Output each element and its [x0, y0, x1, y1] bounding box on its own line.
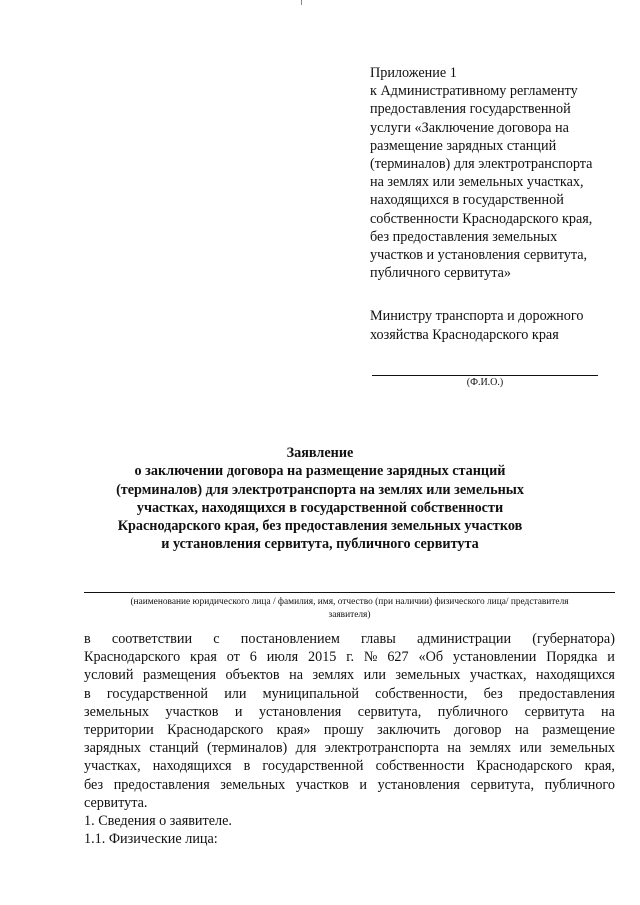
paragraph-word: станций	[149, 740, 199, 757]
appendix-line: (терминалов) для электротранспорта	[370, 156, 593, 173]
scan-mark	[301, 0, 302, 5]
paragraph-word: для	[295, 740, 317, 757]
paragraph-word: государственной	[106, 685, 209, 702]
appendix-line: на землях или земельных участках,	[370, 174, 584, 191]
paragraph-word: без	[483, 685, 503, 702]
paragraph-word: собственности,	[375, 685, 468, 702]
paragraph-word: постановлением	[240, 631, 340, 647]
paragraph-word: находящихся	[152, 758, 232, 775]
appendix-line: находящихся в государственной	[370, 192, 564, 209]
paragraph-word: договор	[453, 722, 502, 739]
paragraph-word: собственности	[375, 758, 465, 775]
paragraph-line	[84, 630, 615, 648]
document-title	[90, 444, 550, 554]
justified-paragraph	[84, 630, 615, 794]
paragraph-word: муниципальной	[262, 685, 359, 702]
paragraph-word: Порядка	[546, 649, 598, 666]
paragraph-word: №	[363, 649, 378, 666]
title-line: участках, находящихся в государственной собственности	[136, 499, 504, 516]
paragraph-word: сервитута	[524, 703, 585, 720]
paragraph-word: предоставления	[113, 776, 210, 793]
paragraph-word: (терминалов)	[206, 740, 288, 757]
paragraph-word: и	[607, 649, 615, 666]
paragraph-word: участков	[165, 703, 219, 720]
paragraph-word: или	[519, 740, 542, 757]
paragraph-word: земельных	[84, 703, 149, 720]
paragraph-word: в	[243, 758, 251, 775]
paragraph-word: зарядных	[84, 740, 141, 757]
appendix-line: предоставления государственной	[370, 101, 571, 118]
paragraph-word: участках,	[469, 667, 527, 684]
paragraph-line	[84, 739, 615, 757]
paragraph-line	[84, 685, 615, 703]
paragraph-word: заключить	[377, 722, 441, 739]
appendix-line: размещение зарядных станций	[370, 137, 557, 154]
paragraph-word: края»	[276, 722, 311, 739]
addressee-block	[370, 307, 620, 344]
paragraph-word: без	[84, 776, 104, 793]
paragraph-word: установления	[258, 703, 342, 720]
paragraph-word: и	[234, 703, 243, 720]
title-line: (терминалов) для электротранспорта на землях или земельных	[116, 481, 524, 498]
applicant-caption	[84, 596, 615, 621]
paragraph-word: сервитута,	[470, 776, 534, 793]
paragraph-last-line: сервитута.	[84, 794, 148, 811]
paragraph-word: условий	[84, 667, 134, 684]
paragraph-word: участках,	[84, 758, 141, 775]
paragraph-word: земельных	[220, 776, 286, 793]
paragraph-word: с	[213, 631, 220, 647]
paragraph-word: объектов	[225, 667, 280, 684]
title-line: о заключении договора на размещение зарядных станций	[134, 463, 506, 480]
appendix-line: услуги «Заключение договора на	[370, 119, 569, 136]
paragraph-word: землях	[469, 740, 512, 757]
paragraph-line	[84, 776, 615, 794]
fio-signature-line	[372, 375, 598, 376]
paragraph-word: установления	[377, 776, 460, 793]
paragraph-word: 2015	[308, 649, 337, 666]
paragraph-word: государственной	[262, 758, 364, 775]
paragraph-word: сервитута,	[357, 703, 422, 720]
fio-caption: (Ф.И.О.)	[466, 377, 504, 388]
paragraph-line	[84, 721, 615, 739]
appendix-line: публичного сервитута»	[370, 265, 511, 282]
paragraph-word: края	[190, 649, 217, 666]
paragraph-word: (губернатора)	[532, 631, 615, 647]
paragraph-word: или	[363, 667, 386, 684]
paragraph-word: г.	[346, 649, 355, 666]
appendix-line: участков и установления сервитута,	[370, 247, 588, 264]
paragraph-word: на	[601, 703, 615, 720]
paragraph-word: землях	[312, 667, 355, 684]
paragraph-word: установлении	[452, 649, 537, 666]
paragraph-word: Краснодарского	[476, 758, 573, 775]
paragraph-word: соответствии	[111, 631, 193, 647]
title-line: и установления сервитута, публичного сервитута	[161, 536, 479, 553]
paragraph-word: на	[514, 722, 529, 739]
applicant-name-line	[84, 592, 615, 593]
addressee-line: хозяйства Краснодарского края	[370, 326, 559, 343]
paragraph-word: и	[359, 776, 367, 793]
title-line: Заявление	[286, 445, 354, 461]
paragraph-word: от	[226, 649, 240, 666]
paragraph-word: предоставления	[518, 685, 615, 702]
applicant-caption-line: (наименование юридического лица / фамилия, имя, отчество (при наличии) физического лица/ представителя	[130, 597, 569, 607]
paragraph-word: или	[224, 685, 247, 702]
appendix-line: собственности Краснодарского края,	[370, 210, 593, 227]
paragraph-word: главы	[361, 631, 396, 647]
paragraph-word: земельных	[395, 667, 461, 684]
paragraph-word: размещения	[142, 667, 216, 684]
paragraph-word: электротранспорта	[324, 740, 439, 757]
appendix-line: без предоставления земельных	[370, 228, 558, 245]
addressee-line: Министру транспорта и дорожного	[370, 308, 584, 324]
paragraph-word: публичного	[437, 703, 509, 720]
paragraph-line	[84, 757, 615, 775]
paragraph-word: «Об	[418, 649, 444, 666]
appendix-line: к Административному регламенту	[370, 83, 578, 100]
paragraph-line	[84, 648, 615, 666]
paragraph-word: администрации	[416, 631, 512, 647]
paragraph-word: на	[289, 667, 304, 684]
paragraph-word: 627	[387, 649, 409, 666]
paragraph-word: прошу	[323, 722, 364, 739]
applicant-caption-line: заявителя)	[328, 609, 371, 620]
paragraph-word: Краснодарского	[167, 722, 264, 739]
appendix-header	[370, 64, 620, 282]
paragraph-line	[84, 666, 615, 684]
title-line: Краснодарского края, без предоставления земельных участков	[117, 518, 523, 535]
paragraph-word: в	[84, 685, 91, 702]
paragraph-line	[84, 703, 615, 721]
paragraph-word: июля	[266, 649, 299, 666]
paragraph-word: участков	[295, 776, 349, 793]
paragraph-word: края,	[584, 758, 615, 775]
paragraph-word: размещение	[542, 722, 615, 739]
body-text	[84, 630, 615, 848]
appendix-line: Приложение 1	[370, 65, 457, 81]
subsection-heading: 1.1. Физические лица:	[84, 831, 218, 848]
paragraph-word: публичного	[544, 776, 615, 793]
paragraph-word: территории	[84, 722, 154, 739]
paragraph-word: находящихся	[536, 667, 615, 684]
paragraph-word: земельных	[550, 740, 615, 757]
paragraph-word: 6	[249, 649, 257, 666]
paragraph-word: на	[447, 740, 462, 757]
paragraph-word: Краснодарского	[84, 649, 181, 666]
paragraph-word: в	[84, 631, 91, 647]
section-heading: 1. Сведения о заявителе.	[84, 813, 232, 830]
